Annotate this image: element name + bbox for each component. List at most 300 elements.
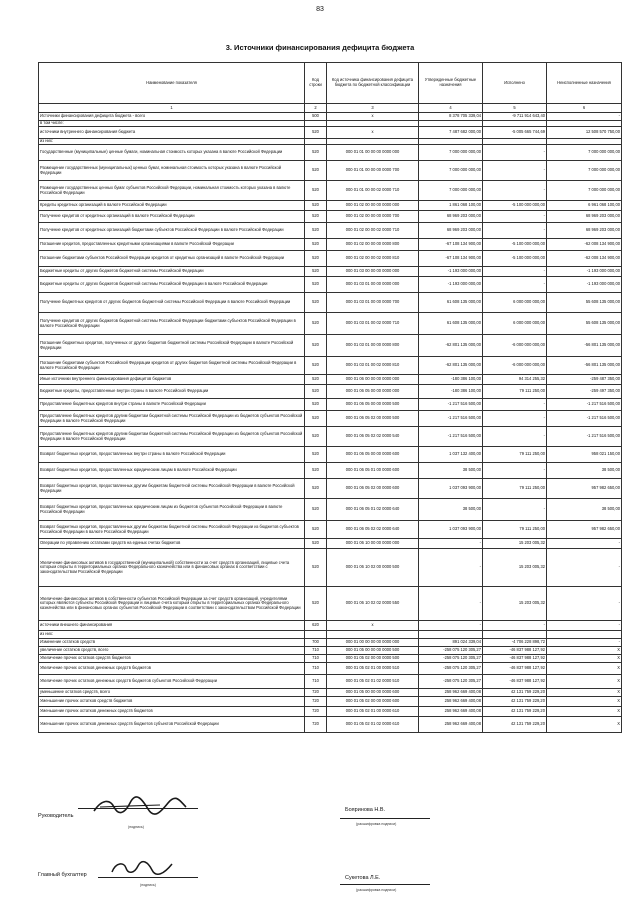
row-name: Бюджетные кредиты от других бюджетов бюджетной системы Российской Федерации в валюте Российской Федерации [39, 277, 305, 293]
row-executed: - [483, 411, 547, 427]
row-executed: -9 711 914 643,40 [483, 113, 547, 121]
row-approved: -258 075 120 305,27 [419, 663, 483, 675]
row-approved: - [419, 621, 483, 631]
header-name: Наименование показателя [39, 63, 305, 104]
row-code: 620 [305, 621, 327, 631]
row-executed: -46 837 988 127,92 [483, 675, 547, 689]
row-source-code: 000 01 06 05 02 00 0000 600 [327, 479, 419, 499]
row-remaining: 7 000 000 000,00 [547, 161, 622, 181]
row-code: 520 [305, 399, 327, 411]
table-row [39, 675, 622, 689]
row-remaining: 957 982 650,00 [547, 521, 622, 539]
row-source-code: 000 01 05 02 01 02 0000 510 [327, 675, 419, 689]
row-executed: 79 111 250,00 [483, 447, 547, 463]
row-executed: 42 131 759 229,20 [483, 689, 547, 697]
header-row [39, 63, 622, 104]
page-number: 83 [316, 6, 324, 13]
row-remaining: - [547, 639, 622, 647]
row-source-code: 000 01 06 10 02 00 0000 500 [327, 549, 419, 587]
row-code: 520 [305, 313, 327, 335]
row-source-code: х [327, 113, 419, 121]
row-source-code: 000 01 05 02 00 00 0000 500 [327, 655, 419, 663]
row-source-code: х [327, 621, 419, 631]
row-name: Погашение кредитов, предоставленных кредитными организациями в валюте Российской Федерации [39, 239, 305, 251]
row-executed: -46 837 988 127,92 [483, 647, 547, 655]
row-code: 520 [305, 411, 327, 427]
row-approved: -180 386 100,00 [419, 385, 483, 399]
row-name: в том числе: [39, 121, 305, 127]
table-row [39, 479, 622, 499]
row-source-code [327, 631, 419, 639]
row-name: Возврат бюджетных кредитов, предоставленных юридическим лицам из бюджетов субъектов Российской Федерации в валюте Российской Федерации [39, 499, 305, 521]
row-executed: - [483, 161, 547, 181]
row-code: 520 [305, 201, 327, 211]
accountant-name-caption: (расшифровка подписи) [356, 888, 397, 892]
row-remaining: 38 500,00 [547, 463, 622, 479]
row-name: Предоставление бюджетных кредитов внутри страны в валюте Российской Федерации [39, 399, 305, 411]
row-source-code: 000 01 06 05 00 00 0000 000 [327, 385, 419, 399]
row-source-code: 000 01 05 02 01 00 0000 510 [327, 663, 419, 675]
row-remaining: - [547, 539, 622, 549]
head-name-caption: (расшифровка подписи) [356, 822, 397, 826]
row-name: из них: [39, 139, 305, 145]
row-approved: - [419, 539, 483, 549]
table-row [39, 293, 622, 313]
row-executed: -46 837 988 127,92 [483, 663, 547, 675]
header-executed: Исполнено [483, 63, 547, 104]
row-remaining: 55 608 135 000,00 [547, 293, 622, 313]
row-remaining: 7 000 000 000,00 [547, 145, 622, 161]
row-source-code: 000 01 03 01 00 00 0000 800 [327, 335, 419, 357]
table-row [39, 647, 622, 655]
row-remaining: -62 008 134 900,00 [547, 239, 622, 251]
table-row [39, 707, 622, 717]
row-executed: - [483, 277, 547, 293]
row-remaining: Х [547, 647, 622, 655]
row-approved: 61 608 135 000,00 [419, 293, 483, 313]
table-row [39, 521, 622, 539]
header-source-code: Код источника финансирования дефицита бюджета по бюджетной классификации [327, 63, 419, 104]
row-approved: 8 378 705 339,04 [419, 113, 483, 121]
row-remaining: Х [547, 697, 622, 707]
row-code: 520 [305, 277, 327, 293]
row-source-code: 000 01 05 02 00 00 0000 600 [327, 697, 419, 707]
row-name: источники внешнего финансирования [39, 621, 305, 631]
row-remaining: -56 801 135 000,00 [547, 335, 622, 357]
row-source-code: 000 01 06 05 01 02 0000 640 [327, 499, 419, 521]
row-executed: -5 005 665 744,69 [483, 127, 547, 139]
header-remaining: Неисполненные назначения [547, 63, 622, 104]
row-approved: 38 500,00 [419, 499, 483, 521]
row-executed [483, 631, 547, 639]
row-approved: -1 193 000 000,00 [419, 277, 483, 293]
row-approved: -1 217 516 500,00 [419, 427, 483, 447]
row-name: Бюджетные кредиты, предоставленные внутри страны в валюте Российской Федерации [39, 385, 305, 399]
table-row [39, 127, 622, 139]
row-source-code: 000 01 05 00 00 00 0000 500 [327, 647, 419, 655]
row-remaining: 6 961 068 100,00 [547, 201, 622, 211]
row-name: Возврат бюджетных кредитов, предоставленных юридическим лицам в валюте Российской Федерации [39, 463, 305, 479]
row-approved: 258 962 669 400,08 [419, 689, 483, 697]
row-source-code: 000 01 01 00 00 00 0000 000 [327, 145, 419, 161]
row-remaining: 38 500,00 [547, 499, 622, 521]
row-name: Увеличение прочих остатков денежных средств бюджетов [39, 663, 305, 675]
row-executed: 6 000 000 000,00 [483, 293, 547, 313]
row-approved: 7 000 000 000,00 [419, 161, 483, 181]
row-source-code: 000 01 03 01 00 00 0000 000 [327, 277, 419, 293]
row-source-code: 000 01 02 00 00 00 0000 800 [327, 239, 419, 251]
table-row [39, 399, 622, 411]
row-remaining [547, 631, 622, 639]
row-executed: -46 837 988 127,92 [483, 655, 547, 663]
row-remaining: - [547, 587, 622, 621]
row-executed: 15 203 005,32 [483, 549, 547, 587]
row-approved: 1 037 093 900,00 [419, 521, 483, 539]
row-code [305, 631, 327, 639]
header-code: Код строки [305, 63, 327, 104]
row-approved: -67 108 134 900,00 [419, 251, 483, 267]
row-name: Предоставление бюджетных кредитов другим бюджетам бюджетной системы Российской Федерации из бюджетов субъектов Российской Федерации в валюте Российской Федерации [39, 411, 305, 427]
table-row [39, 447, 622, 463]
row-source-code: 000 01 06 05 02 02 0000 540 [327, 427, 419, 447]
row-name: источники внутреннего финансирования бюджета [39, 127, 305, 139]
row-remaining: 68 969 203 000,00 [547, 211, 622, 223]
row-name: Увеличение прочих остатков средств бюджетов [39, 655, 305, 663]
row-code: 520 [305, 385, 327, 399]
row-executed: - [483, 267, 547, 277]
row-approved: -1 217 516 500,00 [419, 411, 483, 427]
row-approved: 68 969 203 000,00 [419, 211, 483, 223]
row-name: Получение кредитов от других бюджетов бюджетной системы Российской Федерации бюджетами субъектов Российской Федерации в валюте Российской Федерации [39, 313, 305, 335]
row-name: из них: [39, 631, 305, 639]
row-remaining: -62 008 134 900,00 [547, 251, 622, 267]
table-row [39, 375, 622, 385]
row-name: Уменьшение прочих остатков денежных средств бюджетов субъектов Российской Федерации [39, 717, 305, 733]
accountant-name: Сукетова Л.Е. [345, 875, 381, 881]
row-executed: - [483, 223, 547, 239]
row-code: 520 [305, 293, 327, 313]
row-name: Предоставление бюджетных кредитов другим бюджетам бюджетной системы Российской Федерации из бюджетов субъектов Российской Федерации в валюте Российской Федерации [39, 427, 305, 447]
row-source-code: 000 01 01 00 00 00 0000 700 [327, 161, 419, 181]
row-code: 710 [305, 647, 327, 655]
row-code: 520 [305, 223, 327, 239]
column-number: 2 [305, 104, 327, 113]
table-row [39, 463, 622, 479]
row-executed: - [483, 181, 547, 201]
row-name: Источники финансирования дефицита бюджета - всего [39, 113, 305, 121]
table-row [39, 427, 622, 447]
row-code: 700 [305, 639, 327, 647]
table-row [39, 689, 622, 697]
row-approved [419, 631, 483, 639]
row-remaining: 7 000 000 000,00 [547, 181, 622, 201]
row-remaining: - [547, 621, 622, 631]
table-row [39, 313, 622, 335]
table-row [39, 639, 622, 647]
row-approved: 61 608 135 000,00 [419, 313, 483, 335]
table-row [39, 335, 622, 357]
row-source-code: 000 01 03 01 00 00 0000 700 [327, 293, 419, 313]
row-executed: -6 000 000 000,00 [483, 357, 547, 375]
row-code: 520 [305, 161, 327, 181]
row-name: увеличение остатков средств, всего [39, 647, 305, 655]
row-name: Кредиты кредитных организаций в валюте Российской Федерации [39, 201, 305, 211]
row-name: Размещение государственных ценных бумаг субъектов Российской Федерации, номинальная стоимость которых указана в валюте Российской Федерации [39, 181, 305, 201]
row-code: 710 [305, 675, 327, 689]
row-remaining: -56 801 135 000,00 [547, 357, 622, 375]
row-remaining: -1 217 516 500,00 [547, 399, 622, 411]
row-executed: 6 000 000 000,00 [483, 313, 547, 335]
head-sign-caption: (подпись) [128, 825, 144, 829]
row-approved: -62 801 135 000,00 [419, 335, 483, 357]
row-approved: -1 217 516 500,00 [419, 399, 483, 411]
row-executed: - [483, 211, 547, 223]
row-executed: 15 203 005,32 [483, 539, 547, 549]
head-signature-icon [90, 795, 190, 817]
row-name: Погашение бюджетных кредитов, полученных от других бюджетов бюджетной системы Российской Федерации в валюте Российской Федерации [39, 335, 305, 357]
row-code: 720 [305, 689, 327, 697]
row-name: Бюджетные кредиты от других бюджетов бюджетной системы Российской Федерации [39, 267, 305, 277]
row-source-code: 000 01 03 01 00 02 0000 810 [327, 357, 419, 375]
accountant-signature-icon [108, 858, 178, 878]
row-source-code: 000 01 02 00 00 02 0000 810 [327, 251, 419, 267]
column-number: 3 [327, 104, 419, 113]
row-code: 720 [305, 717, 327, 733]
table-row [39, 587, 622, 621]
row-source-code: 000 01 05 02 01 00 0000 610 [327, 707, 419, 717]
table-row [39, 663, 622, 675]
row-source-code: 000 01 02 00 00 00 0000 700 [327, 211, 419, 223]
row-executed: 15 203 005,32 [483, 587, 547, 621]
row-code: 520 [305, 463, 327, 479]
row-approved: - [419, 587, 483, 621]
row-code: 520 [305, 549, 327, 587]
row-executed: -5 100 000 000,00 [483, 239, 547, 251]
row-executed: - [483, 499, 547, 521]
row-source-code: 000 01 06 05 01 00 0000 600 [327, 463, 419, 479]
table-row [39, 717, 622, 733]
row-source-code: 000 01 06 05 02 02 0000 640 [327, 521, 419, 539]
row-name: Возврат бюджетных кредитов, предоставленных внутри страны в валюте Российской Федерации [39, 447, 305, 463]
row-name: Возврат бюджетных кредитов, предоставленных другим бюджетам бюджетной системы Российской Федерации в валюте Российской Федерации [39, 479, 305, 499]
row-code: 520 [305, 427, 327, 447]
row-name: Увеличение финансовых активов в государственной (муниципальной) собственности за счет средств организаций, лицевые счета которым открыты в территориальных органах Федерального казначейства или в финансовых органах в соответствии с законодательством Российской Федерации [39, 549, 305, 587]
financing-table-wrapper [38, 62, 621, 733]
row-executed: -6 000 000 000,00 [483, 335, 547, 357]
row-approved: 7 000 000 000,00 [419, 145, 483, 161]
column-number: 6 [547, 104, 622, 113]
row-name: Получение кредитов от кредитных организаций бюджетами субъектов Российской Федерации в валюте Российской Федерации [39, 223, 305, 239]
row-approved: -62 801 135 000,00 [419, 357, 483, 375]
row-remaining: Х [547, 663, 622, 675]
table-row [39, 549, 622, 587]
row-source-code: 000 01 06 00 00 00 0000 000 [327, 375, 419, 385]
row-remaining: -1 217 516 500,00 [547, 427, 622, 447]
row-code: 520 [305, 375, 327, 385]
row-approved: 258 962 669 400,08 [419, 717, 483, 733]
row-executed: -4 706 228 898,72 [483, 639, 547, 647]
row-approved: 7 000 000 000,00 [419, 181, 483, 201]
table-row [39, 251, 622, 267]
row-remaining: Х [547, 655, 622, 663]
table-row [39, 621, 622, 631]
row-remaining: -1 217 516 500,00 [547, 411, 622, 427]
row-executed: - [483, 145, 547, 161]
header-approved: Утвержденные бюджетные назначения [419, 63, 483, 104]
column-number: 1 [39, 104, 305, 113]
row-remaining: 55 608 135 000,00 [547, 313, 622, 335]
table-row [39, 411, 622, 427]
row-approved: 1 861 068 100,00 [419, 201, 483, 211]
row-code: 520 [305, 587, 327, 621]
row-name: Операции по управлению остатками средств на единых счетах бюджетов [39, 539, 305, 549]
row-executed: -5 100 000 000,00 [483, 251, 547, 267]
row-remaining: -259 497 350,00 [547, 385, 622, 399]
row-approved: -258 075 120 305,27 [419, 647, 483, 655]
head-label: Руководитель [38, 813, 74, 819]
row-executed: 94 314 255,32 [483, 375, 547, 385]
row-name: Увеличение прочих остатков денежных средств бюджетов субъектов Российской Федерации [39, 675, 305, 689]
row-executed: 79 111 250,00 [483, 385, 547, 399]
row-code: 520 [305, 357, 327, 375]
row-name: Размещение государственных (муниципальных) ценных бумаг, номинальная стоимость которых указана в валюте Российской Федерации [39, 161, 305, 181]
row-remaining: Х [547, 689, 622, 697]
column-number: 5 [483, 104, 547, 113]
row-approved: 68 969 203 000,00 [419, 223, 483, 239]
row-name: Изменение остатков средств [39, 639, 305, 647]
row-remaining: - [547, 113, 622, 121]
row-remaining: 68 969 203 000,00 [547, 223, 622, 239]
row-code: 720 [305, 707, 327, 717]
table-row [39, 181, 622, 201]
row-code: 520 [305, 145, 327, 161]
row-remaining: -259 487 350,00 [547, 375, 622, 385]
row-source-code: 000 01 06 10 02 02 0000 550 [327, 587, 419, 621]
accountant-sign-caption: (подпись) [140, 883, 156, 887]
table-row [39, 357, 622, 375]
row-code: 710 [305, 663, 327, 675]
row-remaining: -1 193 000 000,00 [547, 267, 622, 277]
row-approved: 891 024 339,04 [419, 639, 483, 647]
row-source-code: 000 01 06 05 00 00 0000 600 [327, 447, 419, 463]
head-name: Бояринова Н.В. [345, 807, 386, 813]
row-name: Получение бюджетных кредитов от других бюджетов бюджетной системы Российской Федерации в валюте Российской Федерации [39, 293, 305, 313]
row-approved: -1 193 000 000,00 [419, 267, 483, 277]
row-executed: 42 131 759 229,20 [483, 717, 547, 733]
table-row [39, 113, 622, 121]
table-row [39, 655, 622, 663]
table-row [39, 277, 622, 293]
row-approved: -258 075 120 305,27 [419, 675, 483, 689]
section-title: 3. Источники финансирования дефицита бюджета [225, 43, 415, 52]
row-executed: - [483, 463, 547, 479]
row-executed: - [483, 427, 547, 447]
row-code: 520 [305, 521, 327, 539]
table-row [39, 161, 622, 181]
row-source-code: 000 01 03 00 00 00 0000 000 [327, 267, 419, 277]
row-approved: -180 386 100,00 [419, 375, 483, 385]
row-source-code: 000 01 06 10 00 00 0000 000 [327, 539, 419, 549]
row-code: 520 [305, 127, 327, 139]
row-name: Увеличение финансовых активов в собственности субъектов Российской Федерации за счет средств организаций, учредителями которых являются субъекты Российской Федерации и лицевые счета которым открыты в территориальных органах Федерального казначейства или в финансовых органах субъектов Российской Федерации в соответствии с законодательством Российской Федерации [39, 587, 305, 621]
row-code: 520 [305, 539, 327, 549]
row-code: 520 [305, 447, 327, 463]
row-code: 720 [305, 697, 327, 707]
row-name: Погашение бюджетами субъектов Российской Федерации кредитов от кредитных организаций в валюте Российской Федерации [39, 251, 305, 267]
table-row [39, 239, 622, 251]
row-source-code: 000 01 03 01 00 02 0000 710 [327, 313, 419, 335]
row-source-code: 000 01 02 00 00 00 0000 000 [327, 201, 419, 211]
table-row [39, 201, 622, 211]
row-executed: 42 131 759 229,20 [483, 707, 547, 717]
row-code: 520 [305, 181, 327, 201]
row-name: Иные источники внутреннего финансирования дефицитов бюджетов [39, 375, 305, 385]
row-remaining: - [547, 549, 622, 587]
row-source-code: 000 01 01 00 00 02 0000 710 [327, 181, 419, 201]
row-name: Погашение бюджетами субъектов Российской Федерации кредитов от других бюджетов бюджетной системы Российской Федерации в валюте Российской Федерации [39, 357, 305, 375]
row-remaining: Х [547, 675, 622, 689]
table-row [39, 267, 622, 277]
row-executed: 79 111 250,00 [483, 479, 547, 499]
head-name-line [340, 818, 430, 819]
row-code: 520 [305, 335, 327, 357]
row-remaining: 958 021 150,00 [547, 447, 622, 463]
row-name: Уменьшение прочих остатков денежных средств бюджетов [39, 707, 305, 717]
row-source-code: х [327, 127, 419, 139]
row-name: уменьшение остатков средств, всего [39, 689, 305, 697]
row-approved: 38 500,00 [419, 463, 483, 479]
table-row [39, 499, 622, 521]
table-row [39, 539, 622, 549]
row-approved: -258 075 120 305,27 [419, 655, 483, 663]
row-code: 500 [305, 113, 327, 121]
table-body [39, 113, 622, 733]
table-row [39, 223, 622, 239]
row-approved: 1 037 132 400,00 [419, 447, 483, 463]
table-row [39, 385, 622, 399]
row-name: Государственные (муниципальные) ценные бумаги, номинальная стоимость которых указана в валюте Российской Федерации [39, 145, 305, 161]
row-code: 520 [305, 499, 327, 521]
row-code: 520 [305, 211, 327, 223]
column-number: 4 [419, 104, 483, 113]
row-executed: -5 100 000 000,00 [483, 201, 547, 211]
row-approved: - [419, 549, 483, 587]
row-approved: 258 962 669 400,08 [419, 707, 483, 717]
column-numbers-row [39, 104, 622, 113]
accountant-label: Главный бухгалтер [38, 872, 87, 878]
row-approved: 1 037 093 900,00 [419, 479, 483, 499]
row-executed: 79 111 250,00 [483, 521, 547, 539]
row-approved: 258 962 669 400,08 [419, 697, 483, 707]
accountant-name-line [340, 884, 430, 885]
row-approved: 7 487 682 000,00 [419, 127, 483, 139]
row-code: 520 [305, 479, 327, 499]
row-source-code: 000 01 05 02 01 02 0000 610 [327, 717, 419, 733]
row-remaining: -1 193 000 000,00 [547, 277, 622, 293]
row-remaining: 957 982 650,00 [547, 479, 622, 499]
row-code: 710 [305, 655, 327, 663]
row-remaining: Х [547, 717, 622, 733]
row-source-code: 000 01 00 00 00 00 0000 000 [327, 639, 419, 647]
table-row [39, 631, 622, 639]
financing-table [38, 62, 622, 733]
table-row [39, 145, 622, 161]
row-source-code: 000 01 05 00 00 00 0000 600 [327, 689, 419, 697]
row-source-code: 000 01 02 00 00 02 0000 710 [327, 223, 419, 239]
row-executed: - [483, 621, 547, 631]
table-row [39, 211, 622, 223]
row-name: Уменьшение прочих остатков средств бюджетов [39, 697, 305, 707]
